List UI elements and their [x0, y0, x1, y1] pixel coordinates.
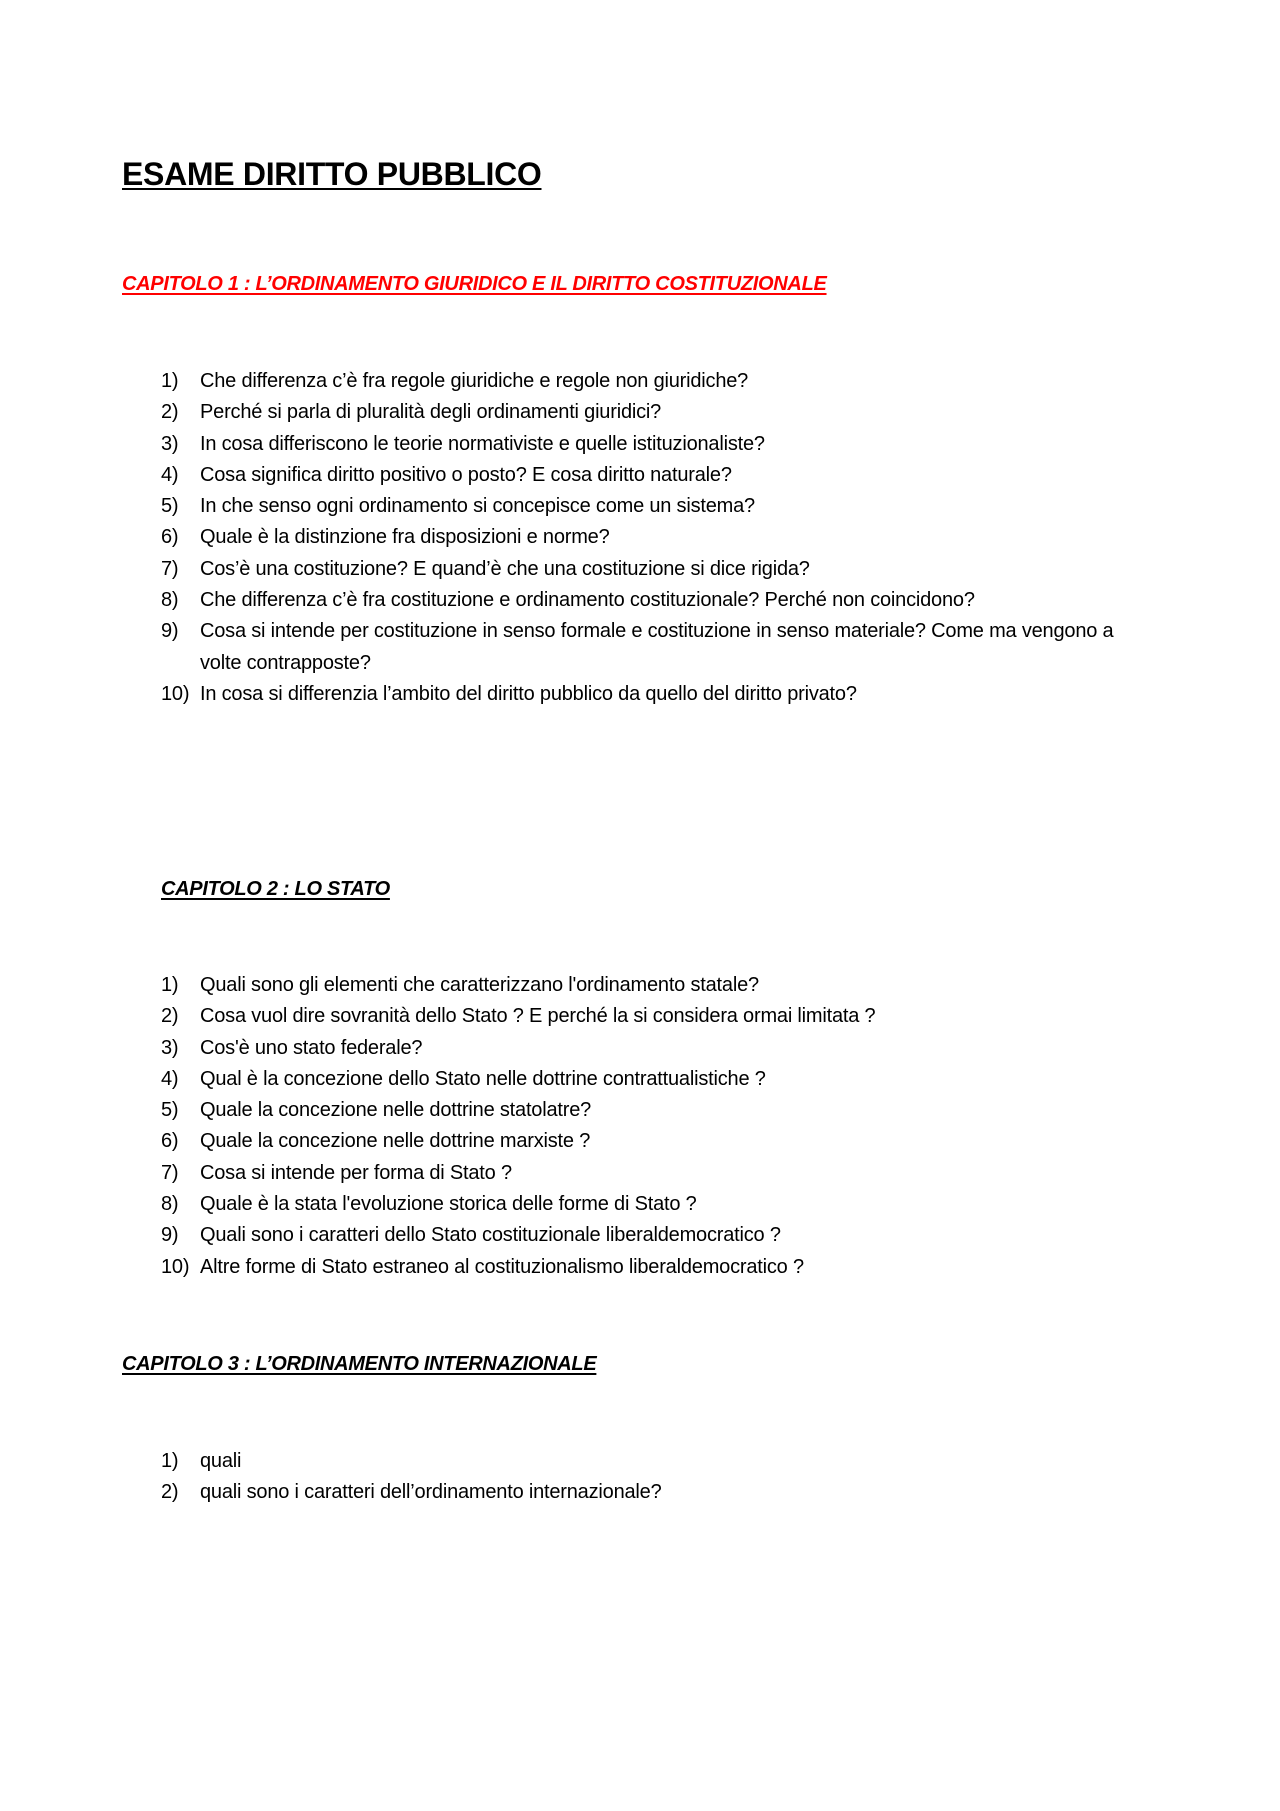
chapter-3-question-list — [161, 1446, 1140, 1509]
question-item — [161, 1001, 1140, 1032]
question-item — [161, 554, 1140, 585]
question-item — [161, 1158, 1140, 1189]
question-text: In che senso ogni ordinamento si concepisce come un sistema? — [200, 495, 755, 518]
question-item — [161, 366, 1140, 397]
question-text: Cosa si intende per forma di Stato ? — [200, 1161, 512, 1184]
question-item — [161, 491, 1140, 522]
question-text: Altre forme di Stato estraneo al costituzionalismo liberaldemocratico ? — [200, 1255, 804, 1278]
question-number: 4) — [161, 463, 179, 486]
question-number: 1) — [161, 370, 179, 392]
question-number: 9) — [161, 620, 179, 643]
question-item — [161, 585, 1140, 616]
question-text: Cos’è una costituzione? E quand’è che una costituzione si dice rigida? — [200, 557, 810, 580]
question-item — [161, 1033, 1140, 1064]
question-number: 1) — [161, 1450, 179, 1472]
question-item — [161, 1446, 1140, 1477]
question-number: 2) — [161, 1005, 179, 1028]
chapter-3-heading: CAPITOLO 3 : L’ORDINAMENTO INTERNAZIONALE — [122, 1353, 597, 1375]
question-text: Che differenza c’è fra costituzione e ordinamento costituzionale? Perché non coincidono? — [200, 589, 975, 612]
question-number: 9) — [161, 1224, 179, 1247]
question-text: Quali sono i caratteri dello Stato costituzionale liberaldemocratico ? — [200, 1224, 781, 1247]
question-text: Che differenza c’è fra regole giuridiche e regole non giuridiche? — [200, 370, 749, 392]
question-number: 8) — [161, 589, 179, 612]
question-text: Quale è la stata l'evoluzione storica delle forme di Stato ? — [200, 1193, 697, 1216]
question-number: 2) — [161, 401, 179, 424]
chapter-2-question-list — [161, 970, 1140, 1283]
question-text: Quale la concezione nelle dottrine statolatre? — [200, 1099, 592, 1122]
question-item — [161, 616, 1140, 679]
question-item — [161, 1126, 1140, 1157]
question-text: Cos'è uno stato federale? — [200, 1036, 423, 1059]
question-item — [161, 1064, 1140, 1095]
question-text: Cosa significa diritto positivo o posto? E cosa diritto naturale? — [200, 463, 732, 486]
question-text: quali sono i caratteri dell’ordinamento internazionale? — [200, 1481, 662, 1504]
question-text: Perché si parla di pluralità degli ordinamenti giuridici? — [200, 401, 662, 424]
question-number: 3) — [161, 432, 179, 455]
question-text: In cosa si differenzia l’ambito del diritto pubblico da quello del diritto privato? — [200, 682, 857, 705]
question-number: 4) — [161, 1067, 179, 1090]
document-title: ESAME DIRITTO PUBBLICO — [122, 156, 542, 192]
question-number: 6) — [161, 1130, 179, 1153]
question-text: Cosa vuol dire sovranità dello Stato ? E perché la si considera ormai limitata ? — [200, 1005, 876, 1028]
question-item — [161, 397, 1140, 428]
question-number: 7) — [161, 1161, 179, 1184]
question-item — [161, 1220, 1140, 1251]
question-text: Quale la concezione nelle dottrine marxiste ? — [200, 1130, 591, 1153]
question-text: Qual è la concezione dello Stato nelle dottrine contrattualistiche ? — [200, 1067, 766, 1090]
question-item — [161, 1189, 1140, 1220]
question-text: In cosa differiscono le teorie normativiste e quelle istituzionaliste? — [200, 432, 765, 455]
question-number: 7) — [161, 557, 179, 580]
question-item — [161, 429, 1140, 460]
question-number: 2) — [161, 1481, 179, 1504]
question-number: 3) — [161, 1036, 179, 1059]
question-item — [161, 460, 1140, 491]
question-number: 8) — [161, 1193, 179, 1216]
question-text: Quale è la distinzione fra disposizioni e norme? — [200, 526, 610, 549]
chapter-1-heading: CAPITOLO 1 : L’ORDINAMENTO GIURIDICO E IL DIRITTO COSTITUZIONALE — [122, 273, 827, 295]
question-item — [161, 970, 1140, 1001]
question-text: Cosa si intende per costituzione in senso formale e costituzione in senso materiale? Come ma vengono a volte contrapposte? — [200, 620, 1114, 674]
chapter-1-question-list — [161, 366, 1140, 710]
question-item — [161, 522, 1140, 553]
question-text: quali — [200, 1450, 242, 1472]
question-number: 6) — [161, 526, 179, 549]
question-number: 5) — [161, 495, 179, 518]
question-number: 5) — [161, 1099, 179, 1122]
question-item — [161, 1477, 1140, 1508]
question-item — [161, 1252, 1140, 1283]
question-text: Quali sono gli elementi che caratterizzano l'ordinamento statale? — [200, 974, 759, 996]
chapter-2-heading: CAPITOLO 2 : LO STATO — [161, 878, 390, 900]
question-item — [161, 1095, 1140, 1126]
question-number: 10) — [161, 682, 190, 705]
question-number: 1) — [161, 974, 179, 996]
question-item — [161, 679, 1140, 710]
question-number: 10) — [161, 1255, 190, 1278]
